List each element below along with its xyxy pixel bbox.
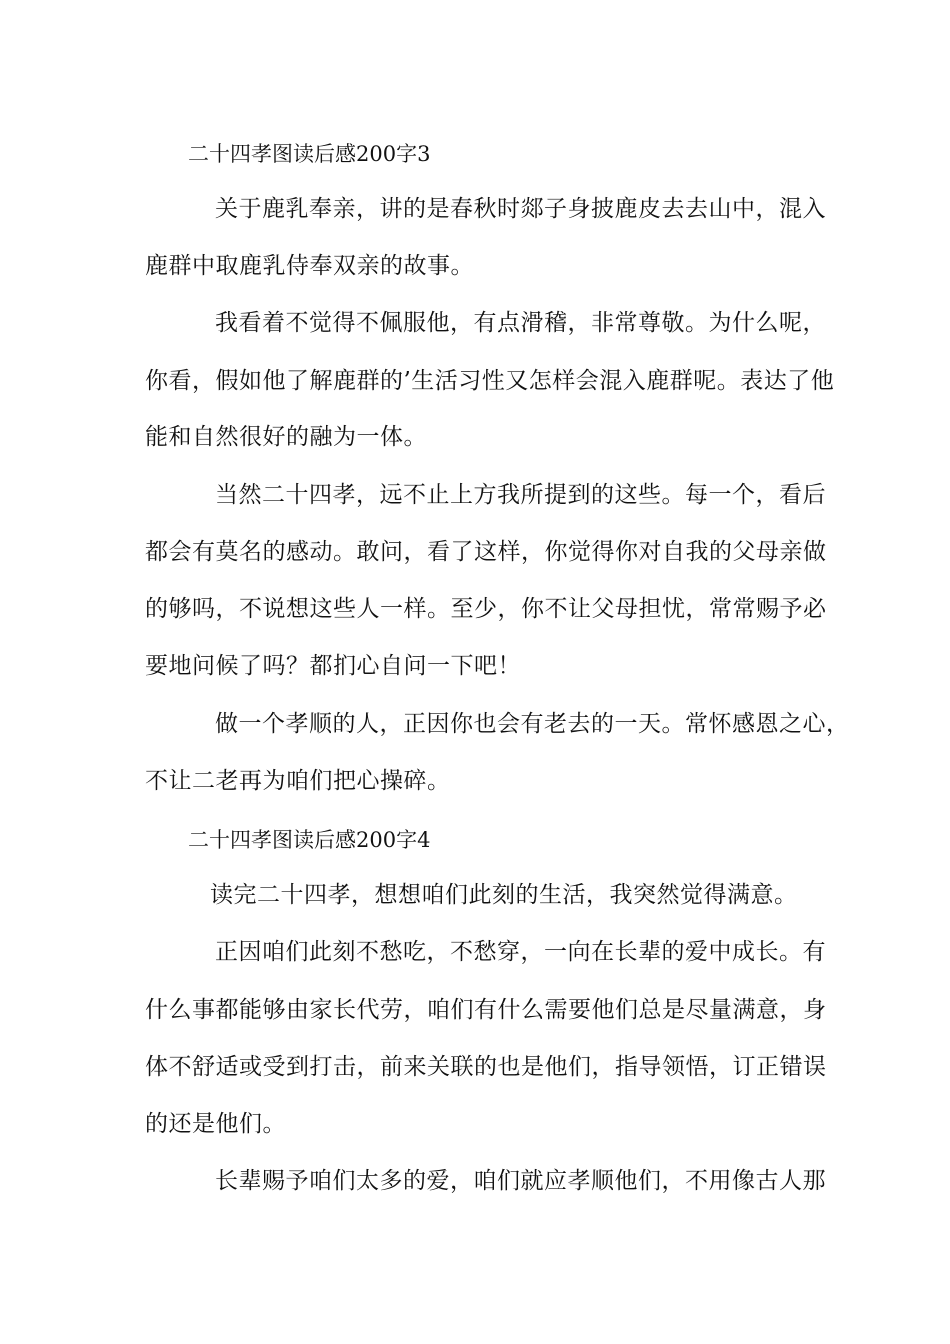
paragraph-line: 的还是他们。 xyxy=(145,1111,286,1137)
section-heading: 二十四孝图读后感200字4 xyxy=(188,828,431,852)
paragraph-line: 做一个孝顺的人，正因你也会有老去的一天。常怀感恩之心， xyxy=(215,711,850,737)
paragraph-line: 正因咱们此刻不愁吃，不愁穿，一向在长辈的爱中成长。有 xyxy=(215,939,826,965)
paragraph-line: 什么事都能够由家长代劳，咱们有什么需要他们总是尽量满意，身 xyxy=(145,997,827,1023)
paragraph-line: 读完二十四孝，想想咱们此刻的生活，我突然觉得满意。 xyxy=(210,882,798,908)
paragraph-line: 都会有莫名的感动。敢问，看了这样，你觉得你对自我的父母亲做 xyxy=(145,539,827,565)
paragraph-line: 你看，假如他了解鹿群的’生活习性又怎样会混入鹿群呢。表达了他 xyxy=(145,368,835,394)
paragraph-line: 不让二老再为咱们把心操碎。 xyxy=(145,768,451,794)
section-heading: 二十四孝图读后感200字3 xyxy=(188,142,431,166)
paragraph-line: 当然二十四孝，远不止上方我所提到的这些。每一个，看后 xyxy=(215,482,826,508)
paragraph-line: 能和自然很好的融为一体。 xyxy=(145,424,427,450)
paragraph-line: 的够吗，不说想这些人一样。至少，你不让父母担忧，常常赐予必 xyxy=(145,596,827,622)
paragraph-line: 关于鹿乳奉亲，讲的是春秋时郯子身披鹿皮去去山中，混入 xyxy=(215,196,826,222)
paragraph-line: 我看着不觉得不佩服他，有点滑稽，非常尊敬。为什么呢， xyxy=(215,310,826,336)
paragraph-line: 鹿群中取鹿乳侍奉双亲的故事。 xyxy=(145,253,474,279)
paragraph-line: 体不舒适或受到打击，前来关联的也是他们，指导领悟，订正错误 xyxy=(145,1054,827,1080)
paragraph-line: 要地问候了吗？都扪心自问一下吧！ xyxy=(145,653,521,679)
paragraph-line: 长辈赐予咱们太多的爱，咱们就应孝顺他们，不用像古人那 xyxy=(215,1168,826,1194)
